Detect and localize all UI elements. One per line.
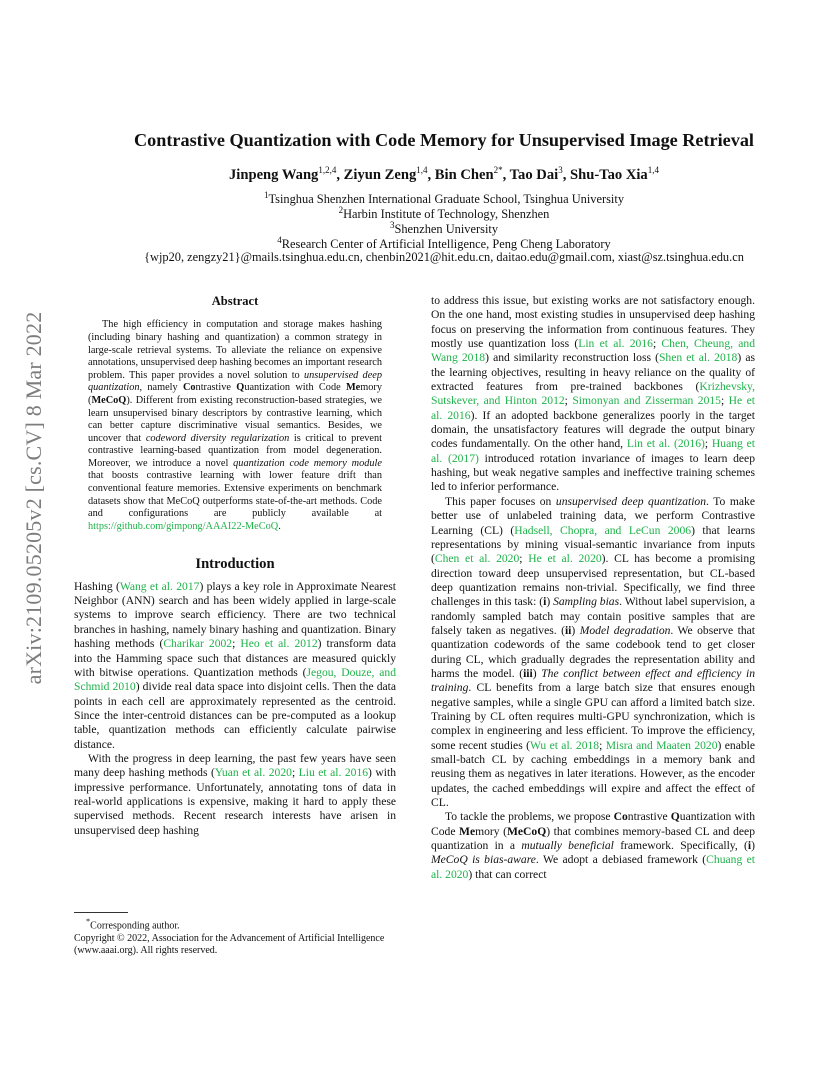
affiliation: $^4$Research Center of Artificial Intelligence, Peng Cheng Laboratory	[277, 235, 611, 252]
citation[interactable]: Jegou, Douze, and Schmid 2010	[74, 665, 396, 694]
intro-paragraph-continued: to address this issue, but existing works are not satisfactory enough. On the one hand, most existing studies in unsupervised deep hashing focus on preserving the information from continuous features. They mostly use quantization loss (Lin et al. 2016; Chen, Cheung, and Wang 2018) and similarity reconstruction loss (Shen et al. 2018) as the learning objectives, resulting in heavy reliance on the quality of extracted features from pre-trained backbones (Krizhevsky, Sutskever, and Hinton 2012; Simonyan and Zisserman 2015; He et al. 2016). If an adopted backbone generalizes poorly in the target domain, the unsatisfactory features will degrade the output binary codes fundamentally. On the other hand, Lin et al. (2016); Huang et al. (2017) introduced rotation invariance of images to learn deep hashing, but weak negative samples and ineffective training schemes led to inferior performance.	[431, 294, 756, 494]
citation[interactable]: Hadsell, Chopra, and LeCun 2006	[514, 523, 692, 537]
intro-paragraph-proposal: To tackle the problems, we propose Contrastive Quantization with Code Memory (MeCoQ) that combines memory-based CL and deep quantization in a mutually beneficial framework. Specifically, (i) MeCoQ is bias-aware. We adopt a debiased framework (Chuang et al. 2020) that can correct	[431, 810, 755, 881]
author-list: Jinpeng Wang$^{1,2,4}$, Ziyun Zeng$^{1,4}$, Bin Chen$^{2*}$, Tao Dai$^3$, Shu-Tao Xia$^{1,4}$	[229, 165, 659, 183]
introduction-heading: Introduction	[195, 556, 275, 573]
left-column	[74, 294, 396, 838]
citation[interactable]: Chuang et al. 2020	[431, 853, 755, 881]
citation[interactable]: Lin et al. 2016	[578, 337, 653, 351]
intro-paragraph-1: Hashing (Wang et al. 2017) plays a key role in Approximate Nearest Neighbor (ANN) search and has been widely applied in large-scale systems to improve search efficiency. There are two technical branches in hashing, namely binary hashing and quantization. Binary hashing methods (Charikar 2002; Heo et al. 2012) transform data into the Hamming space such that distances are measured quickly with bitwise operations. Quantization methods (Jegou, Douze, and Schmid 2010) divide real data space into disjoint cells. Then the data points in each cell are approximately represented as the centroid. Since the inter-centroid distances can be pre-computed as a lookup table, quantization methods can efficiently calculate pairwise distance.	[74, 579, 396, 751]
citation[interactable]: Huang et al. (2017)	[431, 437, 755, 465]
author-emails: {wjp20, zengzy21}@mails.tsinghua.edu.cn, chenbin2021@hit.edu.cn, daitao.edu@gmail.com, xiast@sz.tsinghua.edu.cn	[144, 250, 744, 264]
citation[interactable]: Yuan et al. 2020	[214, 766, 292, 780]
footnote-area	[74, 912, 394, 958]
citation[interactable]: Simonyan and Zisserman 2015	[572, 394, 721, 408]
citation[interactable]: Misra and Maaten 2020	[605, 738, 718, 752]
code-repository-link[interactable]: https://github.com/gimpong/AAAI22-MeCoQ	[88, 520, 279, 532]
citation[interactable]: Liu et al. 2016	[298, 766, 369, 780]
paper-title: Contrastive Quantization with Code Memory for Unsupervised Image Retrieval	[134, 130, 754, 150]
citation[interactable]: Chen et al. 2020	[434, 552, 520, 566]
copyright-notice: Copyright © 2022, Association for the Advancement of Artificial Intelligence (www.aaai.org). All rights reserved.	[74, 932, 385, 957]
affiliation: $^1$Tsinghua Shenzhen International Graduate School, Tsinghua University	[263, 190, 625, 207]
citation[interactable]: Lin et al. (2016)	[626, 437, 705, 451]
citation[interactable]: Heo et al. 2012	[240, 637, 318, 651]
footnote-rule	[74, 912, 128, 913]
intro-paragraph-2: With the progress in deep learning, the past few years have seen many deep hashing methods (Yuan et al. 2020; Liu et al. 2016) with impressive performance. Unfortunately, annotating tons of data in real-world applications is expensive, making it hard to apply these supervised methods. Recent research interests have arisen in unsupervised deep hashing	[74, 751, 397, 837]
author: Bin Chen$^{2*}$	[434, 165, 503, 183]
author: Tao Dai$^3$	[509, 165, 563, 183]
abstract-text: The high efficiency in computation and storage makes hashing (including binary hashing and quantization) a common strategy in large-scale retrieval systems. To alleviate the reliance on expensive annotations, unsupervised deep hashing becomes an important research problem. This paper provides a novel solution to unsupervised deep quantization, namely Contrastive Quantization with Code Memory (MeCoQ). Different from existing reconstruction-based strategies, we learn unsupervised binary descriptors by contrastive learning, which can better capture discriminative visual semantics. Besides, we uncover that codeword diversity regularization is critical to prevent contrastive learning-based quantization from model degeneration. Moreover, we introduce a novel quantization code memory module that boosts contrastive learning with lower feature drift than conventional feature memories. Extensive experiments on benchmark datasets show that MeCoQ outperforms state-of-the-art methods. Code and configurations are publicly available at https://github.com/gimpong/AAAI22-MeCoQ.	[88, 319, 383, 532]
citation[interactable]: Wu et al. 2018	[529, 738, 600, 752]
citation[interactable]: He et al. 2020	[528, 552, 602, 566]
author: Ziyun Zeng$^{1,4}$	[343, 165, 428, 183]
abstract-heading: Abstract	[211, 294, 259, 308]
citation[interactable]: Wang et al. 2017	[119, 579, 200, 593]
author: Shu-Tao Xia$^{1,4}$	[569, 165, 659, 183]
arxiv-identifier-sidebar	[14, 288, 54, 708]
citation[interactable]: Charikar 2002	[163, 637, 233, 651]
author: Jinpeng Wang$^{1,2,4}$	[229, 165, 337, 183]
citation[interactable]: Chen, Cheung, and Wang 2018	[431, 337, 756, 365]
affiliation: $^2$Harbin Institute of Technology, Shenzhen	[338, 205, 550, 222]
footnote: *Corresponding author.	[86, 917, 180, 932]
citation[interactable]: Krizhevsky, Sutskever, and Hinton 2012	[431, 380, 755, 408]
intro-paragraph-focus: This paper focuses on unsupervised deep quantization. To make better use of unlabeled training data, we perform Contrastive Learning (CL) (Hadsell, Chopra, and LeCun 2006) that learns representations by mining visual-semantic invariance from inputs (Chen et al. 2020; He et al. 2020). CL has become a promising direction toward deep unsupervised representation, but CL-based deep quantization remains non-trivial. Specifically, we find three challenges in this task: (i) Sampling bias. Without label supervision, a randomly sampled batch may contain positive samples that are falsely taken as negatives. (ii) Model degradation. We observe that quantization codewords of the same codebook tend to get closer during CL, which gradually degrades the representation ability and harms the model. (iii) The conflict between effect and efficiency in training. CL benefits from a large batch size that ensures enough negative samples, while a single GPU can afford a limited batch size. Training by CL often requires multi-GPU synchronization, which is complex in engineering and less efficient. To improve the efficiency, some recent studies (Wu et al. 2018; Misra and Maaten 2020) enable small-batch CL by caching embeddings in a memory bank and reusing them as negatives in later iterations. However, as the encoder updates, the cached embeddings will expire and affect the effect of CL.	[431, 494, 756, 810]
arxiv-id: arXiv:2109.05205v2 [cs.CV] 8 Mar 2022	[21, 311, 46, 685]
affiliation: $^3$Shenzhen University	[389, 220, 499, 237]
right-column	[431, 294, 755, 882]
citation[interactable]: Shen et al. 2018	[658, 351, 738, 365]
citation[interactable]: He et al. 2016	[431, 394, 755, 422]
